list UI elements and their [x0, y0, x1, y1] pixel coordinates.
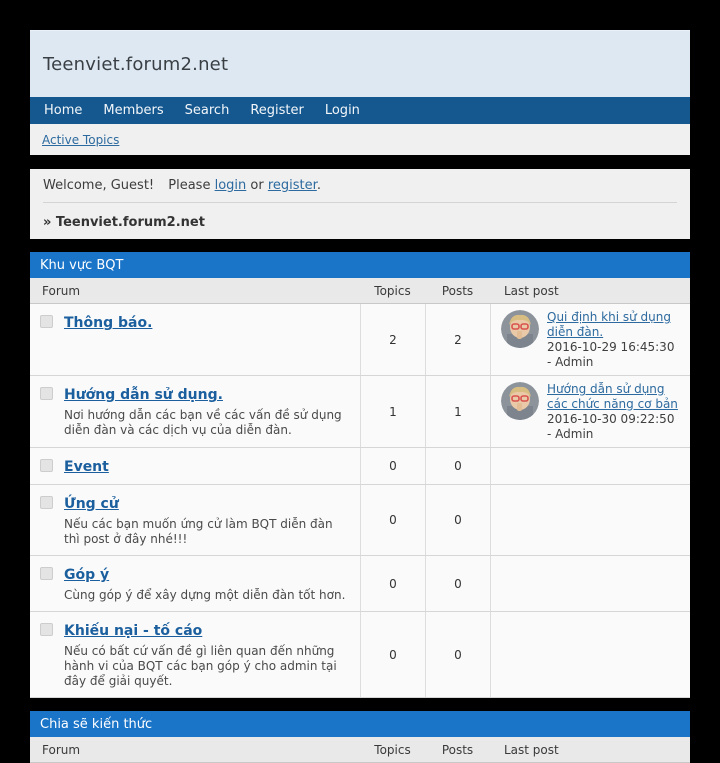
active-topics-link[interactable]: Active Topics	[42, 132, 120, 147]
topics-count: 0	[360, 485, 425, 555]
forum-row-khieu-nai	[30, 612, 690, 698]
last-post-meta: 2016-10-30 09:22:50 - Admin	[547, 412, 675, 441]
nav-members[interactable]: Members	[103, 103, 164, 118]
forum-row-event	[30, 448, 690, 485]
forum-row-huong-dan	[30, 376, 690, 448]
col-header-forum: Forum	[42, 283, 81, 298]
posts-count: 2	[425, 304, 490, 375]
section-title-bar	[30, 252, 690, 278]
welcome-greeting: Welcome, Guest!	[43, 178, 155, 193]
last-poster-avatar[interactable]	[501, 382, 539, 420]
forum-status-icon	[40, 567, 53, 580]
col-header-lastpost: Last post	[504, 283, 559, 298]
forum-row-thong-bao	[30, 304, 690, 376]
welcome-box	[30, 169, 690, 239]
forum-link-huong-dan[interactable]: Hướng dẫn sử dụng.	[64, 387, 223, 403]
forum-link-ung-cu[interactable]: Ứng cử	[64, 496, 119, 512]
site-title: Teenviet.forum2.net	[43, 53, 229, 75]
section-title-bar	[30, 711, 690, 737]
main-nav	[30, 97, 690, 124]
board-home-link[interactable]: » Teenviet.forum2.net	[43, 215, 205, 230]
col-header-posts: Posts	[441, 742, 474, 757]
posts-count: 0	[425, 448, 490, 484]
forum-status-icon	[40, 315, 53, 328]
forum-description: Cùng góp ý để xây dựng một diễn đàn tốt hơn.	[64, 588, 346, 602]
forum-page	[30, 30, 690, 763]
welcome-period: .	[316, 178, 321, 193]
section-title: Chia sẽ kiến thức	[40, 716, 153, 732]
col-header-forum: Forum	[42, 742, 81, 757]
quicklinks-bar	[30, 124, 690, 155]
nav-home[interactable]: Home	[44, 103, 83, 118]
register-link[interactable]: register	[267, 178, 317, 193]
nav-login[interactable]: Login	[324, 103, 360, 118]
forum-description: Nơi hướng dẫn các bạn về các vấn đề sử dụng diễn đàn và các dịch vụ của diễn đàn.	[64, 408, 342, 437]
nav-search[interactable]: Search	[184, 103, 230, 118]
posts-count: 1	[425, 376, 490, 447]
forum-status-icon	[40, 459, 53, 472]
col-header-topics: Topics	[374, 742, 411, 757]
forum-row-gop-y	[30, 556, 690, 612]
last-post-empty	[490, 485, 690, 555]
forum-row-ung-cu	[30, 485, 690, 556]
last-post-empty	[490, 448, 690, 484]
topics-count: 0	[360, 556, 425, 611]
last-post-link[interactable]: Qui định khi sử dụng diễn đàn.	[547, 310, 671, 339]
col-header-lastpost: Last post	[504, 742, 559, 757]
topics-count: 0	[360, 612, 425, 697]
welcome-line	[43, 177, 677, 194]
col-header-topics: Topics	[374, 283, 411, 298]
last-post-empty	[490, 612, 690, 697]
forum-link-thong-bao[interactable]: Thông báo.	[64, 315, 153, 331]
topics-count: 0	[360, 448, 425, 484]
topics-count: 2	[360, 304, 425, 375]
nav-register[interactable]: Register	[250, 103, 304, 118]
forum-description: Nếu có bất cứ vấn đề gì liên quan đến những hành vi của BQT các bạn góp ý cho admin tại đây để giải quyết.	[64, 644, 337, 688]
forum-description: Nếu các bạn muốn ứng cử làm BQT diễn đàn thì post ở đây nhé!!!	[64, 517, 333, 546]
forum-link-event[interactable]: Event	[64, 459, 109, 475]
section-khu-vuc-bqt	[30, 252, 690, 698]
posts-count: 0	[425, 485, 490, 555]
forum-status-icon	[40, 496, 53, 509]
col-header-posts: Posts	[441, 283, 474, 298]
login-link[interactable]: login	[214, 178, 247, 193]
last-post-meta: 2016-10-29 16:45:30 - Admin	[547, 340, 675, 369]
forum-status-icon	[40, 623, 53, 636]
forum-status-icon	[40, 387, 53, 400]
table-header-row	[30, 737, 690, 763]
welcome-or: or	[250, 178, 264, 193]
forum-link-gop-y[interactable]: Góp ý	[64, 567, 110, 583]
site-header	[30, 30, 690, 97]
table-header-row	[30, 278, 690, 304]
forum-link-khieu-nai[interactable]: Khiếu nại - tố cáo	[64, 623, 203, 639]
last-poster-avatar[interactable]	[501, 310, 539, 348]
posts-count: 0	[425, 556, 490, 611]
topics-count: 1	[360, 376, 425, 447]
posts-count: 0	[425, 612, 490, 697]
divider	[43, 202, 677, 203]
section-chia-se-kien-thuc	[30, 711, 690, 763]
welcome-please: Please	[168, 178, 211, 193]
last-post-empty	[490, 556, 690, 611]
section-title: Khu vực BQT	[40, 257, 124, 273]
last-post-link[interactable]: Hướng dẫn sử dụng các chức năng cơ bản	[547, 382, 678, 411]
